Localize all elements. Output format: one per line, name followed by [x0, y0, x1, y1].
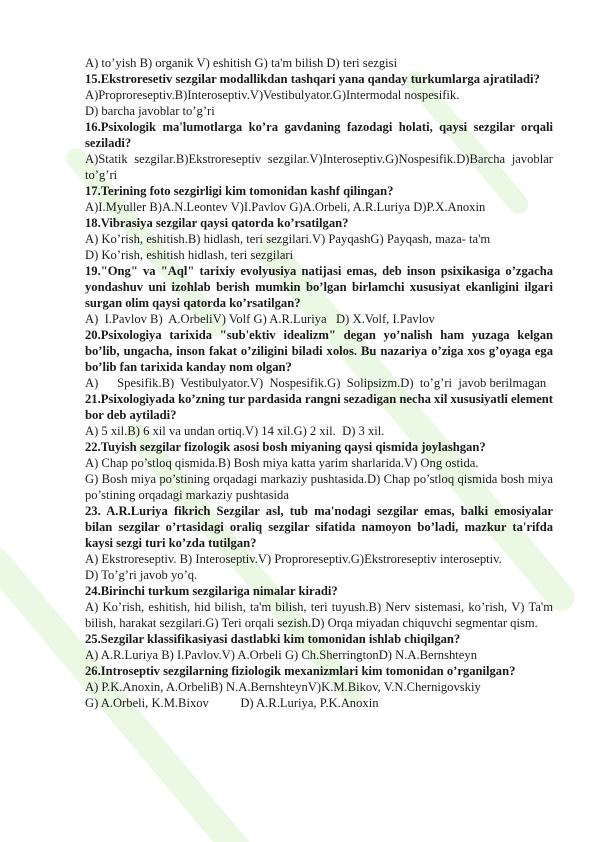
question-text: 23. A.R.Luriya fikrich Sezgilar asl, tub ma'nodagi sezgilar emas, balki emosiyalar bilan sezgilar o’rtasidagi oraliq sezgilar sifatida namoyon bo’ladi, mazkur ta'rifda kaysi sezgi turi ko’zda tutilgan?	[85, 504, 553, 550]
answer-options: A) P.K.Anoxin, A.OrbeliB) N.A.BernshteynV)K.M.Bikov, V.N.Chernigovskiy	[85, 680, 481, 694]
question-text: 24.Birinchi turkum sezgilariga nimalar kiradi?	[85, 584, 338, 598]
answer-options: A) 5 xil.B) 6 xil va undan ortiq.V) 14 xil.G) 2 xil. D) 3 xil.	[85, 424, 385, 438]
question-text: 21.Psixologiyada ko’zning tur pardasida rangni sezadigan necha xil xususiyatli element bor deb aytiladi?	[85, 392, 553, 422]
answer-options: A)I.Myuller B)A.N.Leontev V)I.Pavlov G)A.Orbeli, A.R.Luriya D)P.X.Anoxin	[85, 200, 486, 214]
answer-options: A) to’yish B) organik V) eshitish G) ta'm bilish D) teri sezgisi	[85, 56, 398, 70]
answer-options: A) Spesifik.B) Vestibulyator.V) Nospesifik.G) Solipsizm.D) to’g’ri javob berilmagan	[85, 376, 547, 390]
answer-options: A) Ko’rish, eshitish.B) hidlash, teri sezgilari.V) PayqashG) Payqash, maza- ta'm	[85, 232, 491, 246]
question-text: 25.Sezgilar klassifikasiyasi dastlabki kim tomonidan ishlab chiqilgan?	[85, 632, 461, 646]
document-page	[85, 55, 557, 711]
question-text: 16.Psixologik ma'lumotlarga ko’ra gavdaning fazodagi holati, qaysi sezgilar orqali seziladi?	[85, 120, 553, 150]
answer-options: G) A.Orbeli, K.M.Bixov D) A.R.Luriya, P.K.Anoxin	[85, 696, 379, 710]
question-text: 22.Tuyish sezgilar fizologik asosi bosh miyaning qaysi qismida joylashgan?	[85, 440, 486, 454]
answer-options: G) Bosh miya po’stining orqadagi markaziy pushtasida.D) Chap po’stloq qismida bosh miya po’stining orqadagi markaziy pushtasida	[85, 472, 557, 502]
question-text: 18.Vibrasiya sezgilar qaysi qatorda ko’rsatilgan?	[85, 216, 349, 230]
answer-options: A) I.Pavlov B) A.OrbeliV) Volf G) A.R.Luriya D) X.Volf, I.Pavlov	[85, 312, 435, 326]
answer-options: A) Ekstroreseptiv. B) Interoseptiv.V) Proproreseptiv.G)Ekstroreseptiv interoseptiv.	[85, 552, 502, 566]
answer-options: A) A.R.Luriya B) I.Pavlov.V) A.Orbeli G) Ch.SherringtonD) N.A.Bernshteyn	[85, 648, 477, 662]
answer-options: D) barcha javoblar to’g’ri	[85, 104, 215, 118]
answer-options: D) To’g’ri javob yo’q.	[85, 568, 198, 582]
question-text: 19."Ong" va "Aql" tarixiy evolyusiya natijasi emas, deb inson psixikasiga o’zgacha yondashuv uni izohlab berish mumkin bo’lgan birlamchi xususiyat ekanligini ilgari surgan olim qaysi qatorda ko’rsatilgan?	[85, 264, 553, 310]
answer-options: A)Statik sezgilar.B)Ekstroreseptiv sezgilar.V)Interoseptiv.G)Nospesifik.D)Barcha javoblar to’g’ri	[85, 152, 557, 182]
answer-options: A) Chap po’stloq qismida.B) Bosh miya katta yarim sharlarida.V) Ong ostida.	[85, 456, 479, 470]
answer-options: A) Ko’rish, eshitish, hid bilish, ta'm bilish, teri tuyush.B) Nerv sistemasi, ko’rish, V) Ta'm bilish, harakat sezgilari.G) Teri orqali sezish.D) Orqa miyadan chiquvchi segmentar qism.	[85, 600, 557, 630]
question-text: 17.Terining foto sezgirligi kim tomonidan kashf qilingan?	[85, 184, 394, 198]
answer-options: A)Proproreseptiv.B)Interoseptiv.V)Vestibulyator.G)Intermodal nospesifik.	[85, 88, 460, 102]
question-text: 20.Psixologiya tarixida "sub'ektiv idealizm" degan yo’nalish ham yuzaga kelgan bo’lib, ungacha, inson fakat o’ziligini biladi xolos. Bu nazariya o’ziga xos g’oyaga ega bo’lib fan tarixida kanday nom olgan?	[85, 328, 553, 374]
question-text: 26.Introseptiv sezgilarning fiziologik mexanizmlari kim tomonidan o’rganilgan?	[85, 664, 516, 678]
answer-options: D) Ko’rish, eshitish hidlash, teri sezgilari	[85, 248, 294, 262]
question-text: 15.Ekstroresetiv sezgilar modallikdan tashqari yana qanday turkumlarga ajratiladi?	[85, 72, 540, 86]
